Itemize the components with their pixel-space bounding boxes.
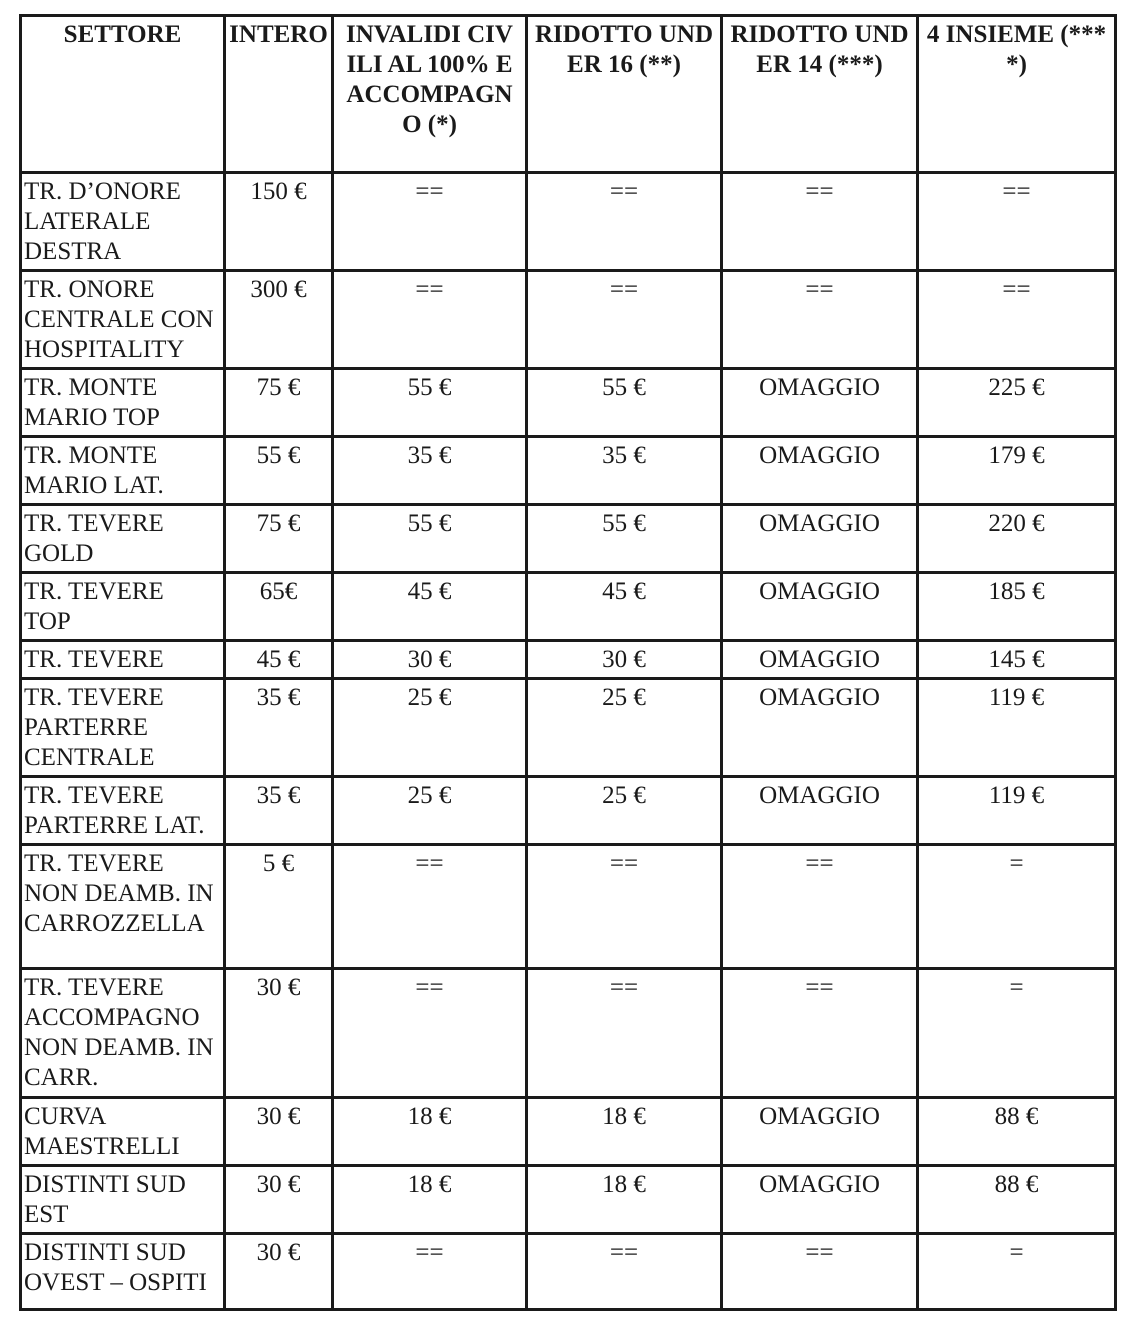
cell-invalidi: == — [333, 173, 527, 271]
cell-under14: OMAGGIO — [722, 573, 918, 641]
cell-intero: 30 € — [225, 969, 333, 1098]
table-row — [21, 573, 1116, 641]
cell-under16: == — [527, 173, 722, 271]
cell-invalidi: 55 € — [333, 369, 527, 437]
cell-insieme: 119 € — [918, 777, 1116, 845]
cell-settore: TR. ONORE CENTRALE CON HOSPITALITY — [21, 271, 225, 369]
header-under16: RIDOTTO UNDER 16 (**) — [527, 16, 722, 173]
cell-intero: 30 € — [225, 1098, 333, 1166]
cell-under14: OMAGGIO — [722, 505, 918, 573]
cell-insieme: 185 € — [918, 573, 1116, 641]
cell-under14: OMAGGIO — [722, 777, 918, 845]
cell-settore: DISTINTI SUD OVEST – OSPITI — [21, 1234, 225, 1310]
cell-under16: == — [527, 1234, 722, 1310]
cell-intero: 45 € — [225, 641, 333, 679]
cell-insieme: == — [918, 271, 1116, 369]
cell-under14: OMAGGIO — [722, 1098, 918, 1166]
cell-intero: 35 € — [225, 777, 333, 845]
cell-insieme: 88 € — [918, 1166, 1116, 1234]
table-row — [21, 969, 1116, 1098]
cell-settore: CURVA MAESTRELLI — [21, 1098, 225, 1166]
cell-under16: 55 € — [527, 505, 722, 573]
cell-invalidi: 25 € — [333, 679, 527, 777]
table-row — [21, 271, 1116, 369]
header-row — [21, 16, 1116, 173]
cell-invalidi: 35 € — [333, 437, 527, 505]
cell-settore: TR. TEVERE PARTERRE CENTRALE — [21, 679, 225, 777]
table-row — [21, 641, 1116, 679]
cell-invalidi: 25 € — [333, 777, 527, 845]
cell-under14: OMAGGIO — [722, 437, 918, 505]
table-row — [21, 1234, 1116, 1310]
cell-insieme: 145 € — [918, 641, 1116, 679]
cell-settore: TR. MONTE MARIO LAT. — [21, 437, 225, 505]
header-insieme: 4 INSIEME (****) — [918, 16, 1116, 173]
cell-intero: 300 € — [225, 271, 333, 369]
cell-settore: TR. MONTE MARIO TOP — [21, 369, 225, 437]
cell-under16: 30 € — [527, 641, 722, 679]
cell-insieme: 119 € — [918, 679, 1116, 777]
table-row — [21, 845, 1116, 969]
table-row — [21, 369, 1116, 437]
header-intero: INTERO — [225, 16, 333, 173]
cell-under14: == — [722, 969, 918, 1098]
cell-under14: == — [722, 173, 918, 271]
cell-under14: OMAGGIO — [722, 679, 918, 777]
cell-intero: 35 € — [225, 679, 333, 777]
table-row — [21, 1098, 1116, 1166]
cell-settore: TR. TEVERE — [21, 641, 225, 679]
table-row — [21, 1166, 1116, 1234]
cell-insieme: = — [918, 969, 1116, 1098]
cell-insieme: 179 € — [918, 437, 1116, 505]
cell-under14: == — [722, 845, 918, 969]
cell-under16: 25 € — [527, 777, 722, 845]
cell-invalidi: 18 € — [333, 1098, 527, 1166]
cell-invalidi: == — [333, 845, 527, 969]
cell-settore: TR. TEVERE PARTERRE LAT. — [21, 777, 225, 845]
cell-settore: TR. D’ONORE LATERALE DESTRA — [21, 173, 225, 271]
cell-intero: 65€ — [225, 573, 333, 641]
table-row — [21, 777, 1116, 845]
cell-insieme: = — [918, 845, 1116, 969]
price-table — [19, 14, 1117, 1311]
cell-under16: 25 € — [527, 679, 722, 777]
cell-settore: TR. TEVERE ACCOMPAGNO NON DEAMB. IN CARR. — [21, 969, 225, 1098]
cell-invalidi: == — [333, 271, 527, 369]
cell-under16: 18 € — [527, 1166, 722, 1234]
header-under14: RIDOTTO UNDER 14 (***) — [722, 16, 918, 173]
cell-insieme: 88 € — [918, 1098, 1116, 1166]
cell-under14: == — [722, 1234, 918, 1310]
cell-under16: 35 € — [527, 437, 722, 505]
cell-under14: == — [722, 271, 918, 369]
cell-invalidi: 18 € — [333, 1166, 527, 1234]
cell-settore: TR. TEVERE NON DEAMB. IN CARROZZELLA — [21, 845, 225, 969]
cell-settore: TR. TEVERE TOP — [21, 573, 225, 641]
cell-insieme: 225 € — [918, 369, 1116, 437]
cell-under14: OMAGGIO — [722, 641, 918, 679]
cell-intero: 75 € — [225, 369, 333, 437]
cell-under14: OMAGGIO — [722, 369, 918, 437]
cell-under16: 45 € — [527, 573, 722, 641]
cell-insieme: == — [918, 173, 1116, 271]
table-row — [21, 437, 1116, 505]
cell-intero: 30 € — [225, 1234, 333, 1310]
table-row — [21, 173, 1116, 271]
cell-invalidi: 30 € — [333, 641, 527, 679]
table-row — [21, 505, 1116, 573]
cell-intero: 75 € — [225, 505, 333, 573]
cell-intero: 150 € — [225, 173, 333, 271]
cell-under16: == — [527, 845, 722, 969]
cell-intero: 30 € — [225, 1166, 333, 1234]
cell-insieme: = — [918, 1234, 1116, 1310]
cell-under16: 18 € — [527, 1098, 722, 1166]
table-row — [21, 679, 1116, 777]
cell-invalidi: 45 € — [333, 573, 527, 641]
cell-invalidi: 55 € — [333, 505, 527, 573]
cell-settore: TR. TEVERE GOLD — [21, 505, 225, 573]
cell-intero: 55 € — [225, 437, 333, 505]
cell-under16: 55 € — [527, 369, 722, 437]
cell-invalidi: == — [333, 1234, 527, 1310]
header-settore: SETTORE — [21, 16, 225, 173]
cell-under14: OMAGGIO — [722, 1166, 918, 1234]
cell-invalidi: == — [333, 969, 527, 1098]
cell-insieme: 220 € — [918, 505, 1116, 573]
cell-under16: == — [527, 271, 722, 369]
cell-settore: DISTINTI SUD EST — [21, 1166, 225, 1234]
cell-under16: == — [527, 969, 722, 1098]
header-invalidi: INVALIDI CIVILI AL 100% E ACCOMPAGNO (*) — [333, 16, 527, 173]
cell-intero: 5 € — [225, 845, 333, 969]
